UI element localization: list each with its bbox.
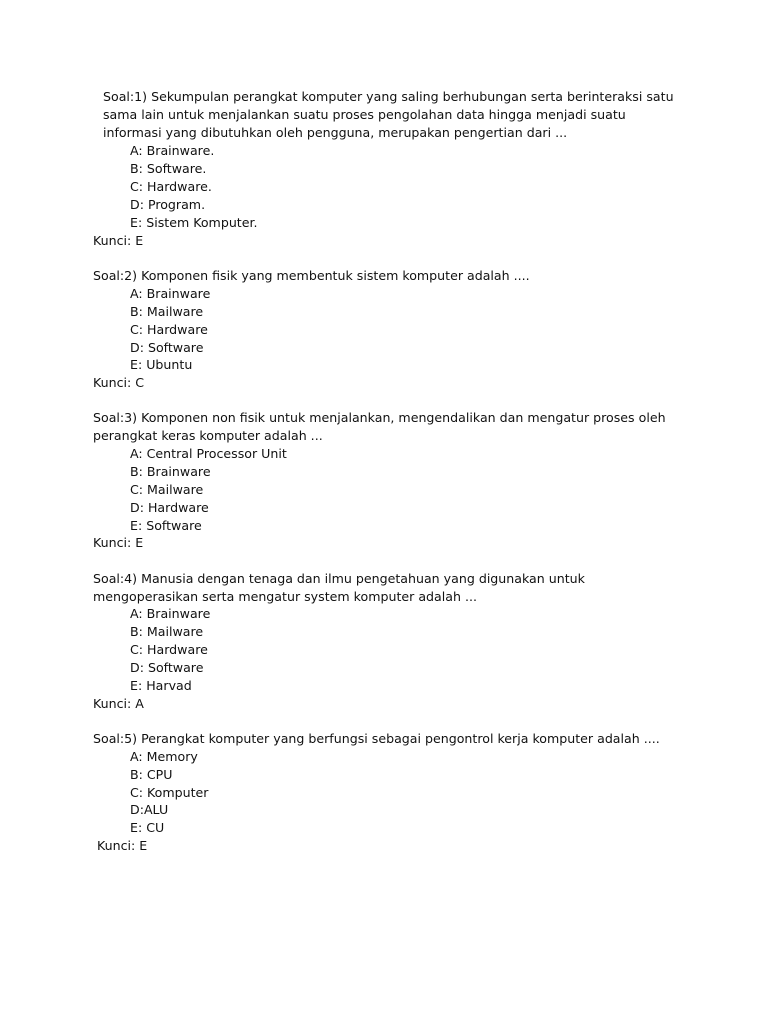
question-2-option-b: B: Mailware [130,304,204,319]
question-5-option-c: C: Komputer [130,785,209,800]
question-2-option-a: A: Brainware [130,286,211,301]
question-5-line-1: Soal:5) Perangkat komputer yang berfungsi sebagai pengontrol kerja komputer adalah .... [93,731,660,746]
question-5-option-a: A: Memory [130,749,198,764]
question-1-option-e: E: Sistem Komputer. [130,215,258,230]
question-5-option-d: D:ALU [130,802,169,817]
question-3-option-c: C: Mailware [130,482,204,497]
question-5-option-b: B: CPU [130,767,173,782]
question-4-answer-key: Kunci: A [93,696,144,711]
question-5-option-e: E: CU [130,820,165,835]
question-1-line-1: Soal:1) Sekumpulan perangkat komputer yang saling berhubungan serta berinteraksi satu [103,89,674,104]
question-5-answer-key: Kunci: E [97,838,148,853]
question-4-option-e: E: Harvad [130,678,192,693]
question-4-option-b: B: Mailware [130,624,204,639]
question-1-line-2: sama lain untuk menjalankan suatu proses pengolahan data hingga menjadi suatu [103,107,626,122]
question-1-option-a: A: Brainware. [130,143,215,158]
question-4-option-a: A: Brainware [130,606,211,621]
question-3-option-b: B: Brainware [130,464,211,479]
question-1-option-b: B: Software. [130,161,207,176]
question-1-answer-key: Kunci: E [93,233,144,248]
question-2-option-e: E: Ubuntu [130,357,193,372]
question-1-option-d: D: Program. [130,197,206,212]
question-4-option-d: D: Software [130,660,204,675]
question-3-answer-key: Kunci: E [93,535,144,550]
question-1-option-c: C: Hardware. [130,179,212,194]
question-2-option-c: C: Hardware [130,322,208,337]
question-2-option-d: D: Software [130,340,204,355]
question-2-line-1: Soal:2) Komponen fisik yang membentuk sistem komputer adalah .... [93,268,530,283]
question-3-line-1: Soal:3) Komponen non fisik untuk menjalankan, mengendalikan dan mengatur proses oleh [93,410,666,425]
question-1-line-3: informasi yang dibutuhkan oleh pengguna, merupakan pengertian dari ... [103,125,568,140]
question-3-option-e: E: Software [130,518,202,533]
question-4-line-1: Soal:4) Manusia dengan tenaga dan ilmu pengetahuan yang digunakan untuk [93,571,585,586]
question-2-answer-key: Kunci: C [93,375,145,390]
question-3-line-2: perangkat keras komputer adalah ... [93,428,323,443]
question-3-option-a: A: Central Processor Unit [130,446,287,461]
question-3-option-d: D: Hardware [130,500,209,515]
question-4-option-c: C: Hardware [130,642,208,657]
question-4-line-2: mengoperasikan serta mengatur system komputer adalah ... [93,589,477,604]
